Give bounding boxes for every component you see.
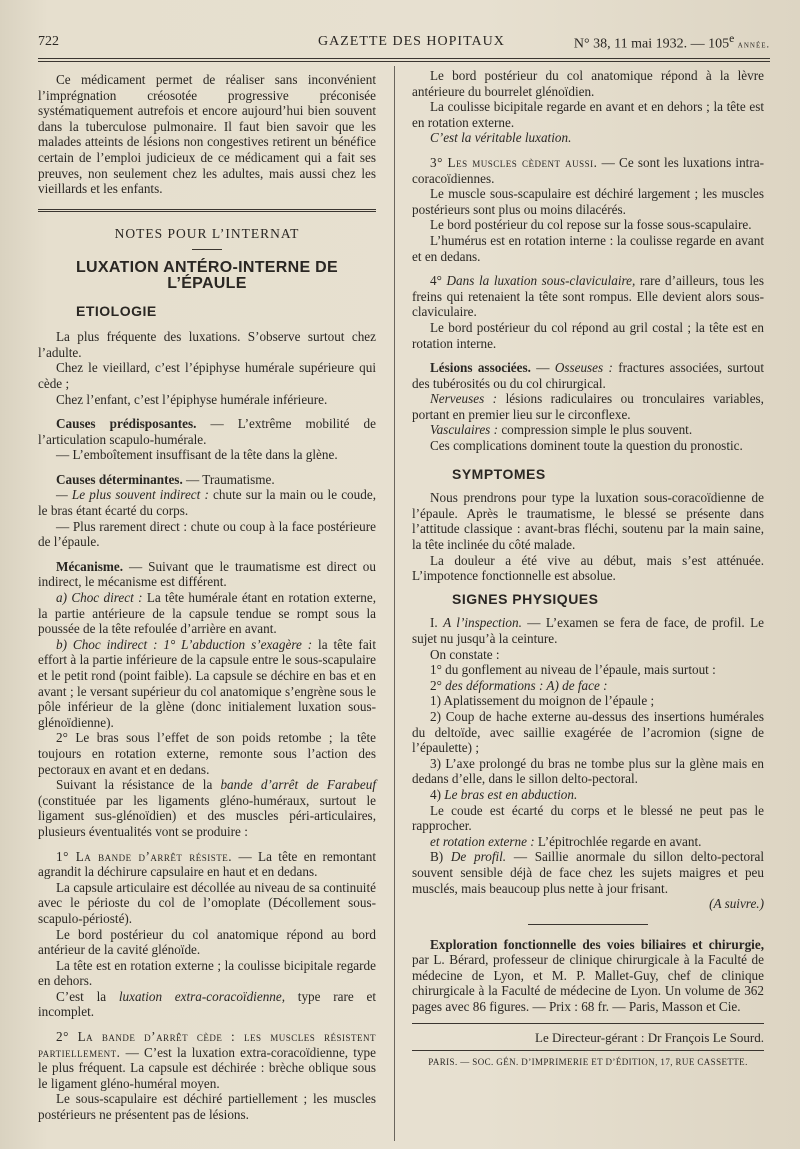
paragraph: 1° La bande d’arrêt résiste. — La tête en remontant agrandit la déchirure capsulaire en haut et en dedans.	[38, 848, 376, 880]
paragraph: Vasculaires : compression simple le plus souvent.	[430, 422, 693, 438]
paragraph: Lésions associées. — Osseuses : fractures associées, surtout des tubérosités ou du col chirurgical.	[412, 360, 765, 391]
paragraph: C’est la véritable luxation.	[430, 130, 572, 146]
paragraph: 2° La bande d’arrêt cède : les muscles résistent partiellement. — C’est la luxation extra-coracoïdienne, type le plus fréquent. La capsule est déchirée : brèche oblique sous le ligament gléno-huméral moyen.	[38, 1029, 376, 1091]
page-number: 722	[38, 34, 59, 49]
notes-title: NOTES POUR L’INTERNAT	[114, 225, 300, 241]
paragraph: Le coude est écarté du corps et le blessé ne peut pas le rapprocher.	[412, 802, 764, 834]
paragraph: Suivant la résistance de la bande d’arrêt de Farabeuf (constituée par les ligaments gléno-huméraux, surtout le ligament sus-glénoïdien) et des muscles péri-articulaires, plusieurs éventualités vont se produire :	[38, 777, 376, 839]
paragraph: Le muscle sous-scapulaire est déchiré largement ; les muscles postérieurs sont plus ou moins dilacérés.	[412, 186, 764, 217]
paragraph: Chez le vieillard, c’est l’épiphyse humérale supérieure qui cède ;	[38, 360, 376, 391]
paragraph: — Le plus souvent indirect : chute sur la main ou le coude, le bras étant écarté du corps.	[38, 487, 376, 519]
paragraph: 3° Les muscles cèdent aussi. — Ce sont les luxations intra-coracoïdiennes.	[412, 154, 764, 186]
symptomes-heading: SYMPTOMES	[452, 465, 546, 482]
paragraph: Nerveuses : lésions radiculaires ou tronculaires variables, portant en premier lieu sur le circonflexe.	[412, 391, 764, 422]
paragraph: Chez l’enfant, c’est l’épiphyse humérale inférieure.	[56, 391, 328, 407]
paragraph: La coulisse bicipitale regarde en avant et en dehors ; la tête est en rotation externe.	[412, 99, 764, 130]
ornament-divider	[528, 924, 648, 925]
paragraph: 2° Le bras sous l’effet de son poids retombe ; la tête toujours en rotation externe, remonte sous l’action des pectoraux en avant et en dedans.	[38, 730, 376, 777]
paragraph: Le sous-scapulaire est déchiré partiellement ; les muscles postérieurs ne présentent pas de lésions.	[38, 1091, 376, 1123]
paragraph: 2° des déformations : A) de face :	[430, 677, 608, 693]
paragraph: — L’emboîtement insuffisant de la tête dans la glène.	[56, 447, 338, 463]
right-column	[412, 68, 764, 1071]
paragraph: C’est la luxation extra-coracoïdienne, type rare et incomplet.	[38, 988, 376, 1020]
paragraph: La plus fréquente des luxations. S’observe surtout chez l’adulte.	[38, 329, 376, 360]
header-rule-2	[38, 61, 770, 62]
page-header	[38, 30, 770, 54]
paragraph: Le bord postérieur du col répond au gril costal ; la tête est en rotation interne.	[412, 319, 764, 351]
paragraph: Ces complications dominent toute la question du pronostic.	[430, 438, 743, 454]
issue-info: N° 38, 11 mai 1932. — 105e année.	[573, 32, 770, 52]
paragraph: Le bord postérieur du col anatomique répond au bord antérieur de la cavité glénoïde.	[38, 926, 376, 958]
short-divider	[192, 249, 222, 250]
paragraph: 2) Coup de hache externe au-dessus des insertions humérales du deltoïde, avec saillie exagérée de l’acromion (signe de l’épaulette) ;	[412, 708, 764, 756]
paragraph: 3) L’axe prolongé du bras ne tombe plus sur la glène mais en dedans d’elle, dans le sillon delto-pectoral.	[412, 755, 764, 787]
paragraph: Causes déterminantes. — Traumatisme.	[56, 471, 275, 487]
book-notice: Exploration fonctionnelle des voies biliaires et chirurgie, par L. Bérard, professeur de clinique chirurgicale à la Faculté de médecine de Lyon, et M. P. Mallet-Guy, chef de clinique chirurgicale à la Faculté de médecine de Lyon. Un volume de 362 pages avec 86 figures. — Prix : 68 fr. — Paris, Masson et Cie.	[412, 936, 764, 1015]
paragraph: 1) Aplatissement du moignon de l’épaule ;	[430, 693, 655, 709]
paragraph: La capsule articulaire est décollée au niveau de sa continuité avec le périoste du col de l’omoplate (Décollement sous-scapulo-périosté).	[38, 879, 376, 926]
paragraph: B) De profil. — Saillie anormale du sillon delto-pectoral souvent sensible déjà de face chez les sujets maigres et peu musclés, mais beaucoup plus nette à jour frisant.	[412, 849, 765, 896]
paragraph: — Plus rarement direct : chute ou coup à la face postérieure de l’épaule.	[38, 518, 376, 550]
paragraph: On constate :	[430, 646, 500, 662]
header-rule	[38, 58, 770, 59]
section-divider	[38, 209, 376, 212]
etiologie-heading: ETIOLOGIE	[76, 302, 157, 319]
intro-paragraph: Ce médicament permet de réaliser sans inconvénient l’imprégnation créosotée progressive préconisée systématiquement autrefois et encore aujourd’hui bien souvent dans la tuberculose pulmonaire. Il faut bien savoir que les malades atteints de lésions non congestives retirent un bénéfice certain de l’emploi judicieux de ce médicament qui a fait ses preuves, non seulement chez les adultes, mais aussi chez les vieillards et les enfants.	[38, 72, 376, 197]
paragraph: et rotation externe : L’épitrochlée regarde en avant.	[430, 833, 702, 849]
paragraph: Nous prendrons pour type la luxation sous-coracoïdienne de l’épaule. Après le traumatisme, le blessé se présente dans l’attitude classique : avant-bras fléchi, soutenu par la main saine, la tête inclinée du côté malade.	[412, 490, 764, 553]
paragraph: L’humérus est en rotation interne : la coulisse regarde en avant et en dedans.	[412, 232, 764, 264]
paragraph: La douleur a été vive au début, mais s’est atténuée. L’impotence fonctionnelle est absolue.	[412, 552, 764, 584]
left-column	[38, 72, 376, 1123]
paragraph: 4° Dans la luxation sous-claviculaire, rare d’ailleurs, tous les freins qui retenaient la tête sont rompus. Elle devient alors sous-claviculaire.	[412, 273, 765, 320]
paragraph: Causes prédisposantes. — L’extrême mobilité de l’articulation scapulo-humérale.	[38, 416, 376, 447]
paragraph: a) Choc direct : La tête humérale étant en rotation externe, la partie antérieure de la capsule tendue se rompt sous la poussée de la tête refoulée d’arrière en avant.	[38, 590, 376, 637]
column-divider	[394, 66, 395, 1141]
director-signature: Le Directeur-gérant : Dr François Le Sourd.	[412, 1023, 764, 1046]
printer-line: PARIS. — SOC. GÉN. D’IMPRIMERIE ET D’ÉDITION, 17, RUE CASSETTE.	[412, 1050, 764, 1071]
paragraph: I. A l’inspection. — L’examen se fera de face, de profil. Le sujet nu jusqu’à la ceinture.	[412, 615, 764, 646]
signes-heading: SIGNES PHYSIQUES	[452, 590, 599, 607]
paragraph: b) Choc indirect : 1° L’abduction s’exagère : la tête fait effort à la partie inférieure de la capsule entre le sous-scapulaire et le petit rond (point faible). La capsule se déchire en bas et en avant ; le versant supérieur du col anatomique s’engrène sous le pôle inférieur de la glène (donc initialement luxation sous-glénoïdienne).	[38, 636, 377, 730]
paragraph: La tête est en rotation externe ; la coulisse bicipitale regarde en dehors.	[38, 957, 376, 989]
paragraph: Le bord postérieur du col anatomique répond à la lèvre antérieure du bourrelet glénoïdien.	[412, 68, 764, 99]
paragraph: 1° du gonflement au niveau de l’épaule, mais surtout :	[430, 662, 716, 678]
paragraph: Mécanisme. — Suivant que le traumatisme est direct ou indirect, le mécanisme est différent.	[38, 558, 376, 590]
journal-title: GAZETTE DES HOPITAUX	[318, 34, 505, 49]
article-title: LUXATION ANTÉRO-INTERNE DE L’ÉPAULE	[75, 259, 339, 292]
paragraph: Le bord postérieur du col repose sur la fosse sous-scapulaire.	[430, 217, 752, 233]
paragraph: 4) Le bras est en abduction.	[430, 786, 578, 802]
to-be-continued: (A suivre.)	[709, 896, 764, 912]
